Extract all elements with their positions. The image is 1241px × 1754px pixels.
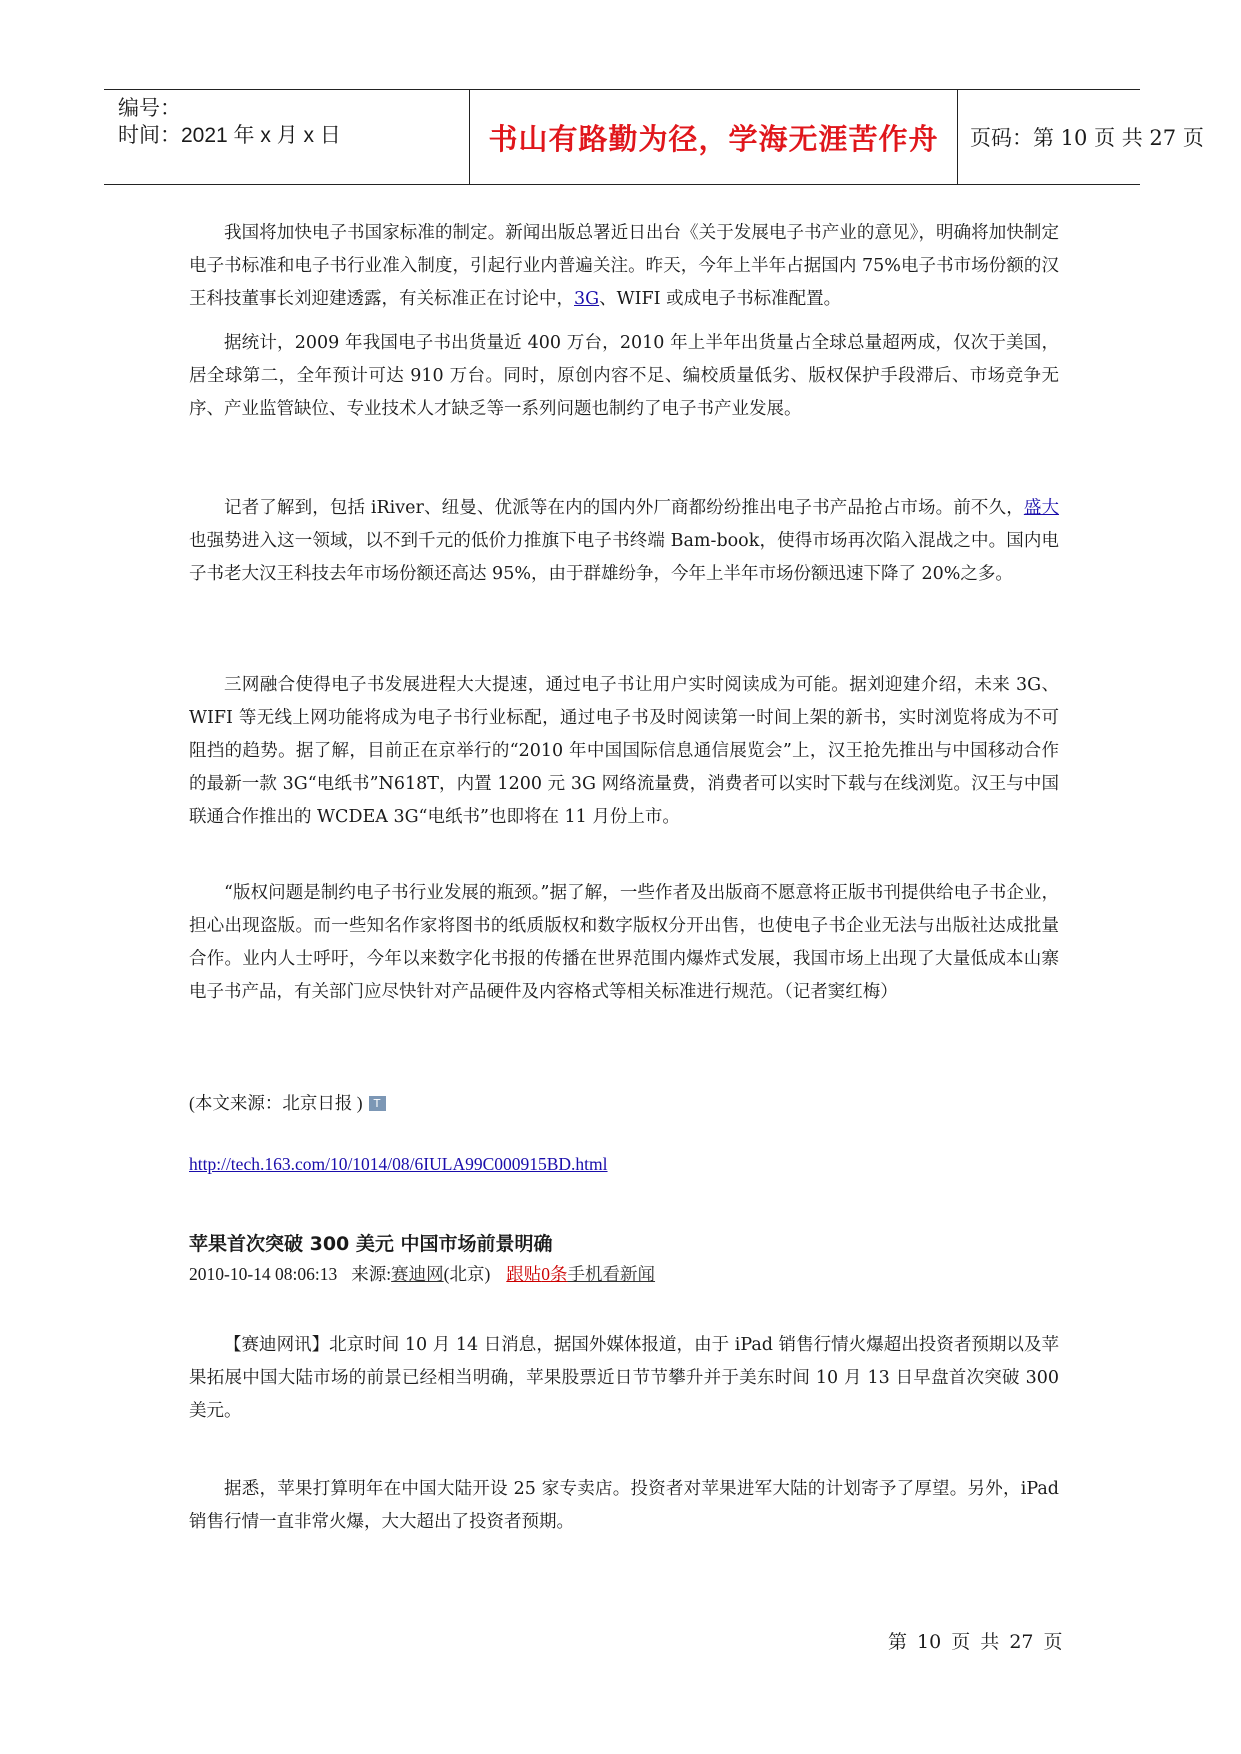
paragraph-text: 【赛迪网讯】北京时间 10 月 14 日消息，据国外媒体报道，由于 iPad 销售行情火爆超出投资者预期以及苹果拓展中国大陆市场的前景已经相当明确，苹果股票近日节节攀升并于美东时间 10 月 13 日早盘首次突破 300 美元。 <box>189 1335 1059 1421</box>
paragraph-text: 、WIFI 或成电子书标准配置。 <box>599 289 842 309</box>
header-left-cell <box>118 90 464 189</box>
source-label: 来源: <box>351 1264 392 1284</box>
page-footer: 第 10 页 共 27 页 <box>888 1631 1063 1653</box>
article1-paragraph-4 <box>189 669 1059 834</box>
article2-meta <box>189 1261 655 1286</box>
document-time-label: 时间：2021 年 x 月 x 日 <box>118 124 341 147</box>
paragraph-text: 三网融合使得电子书发展进程大大提速，通过电子书让用户实时阅读成为可能。据刘迎建介绍，未来 3G、WIFI 等无线上网功能将成为电子书行业标配，通过电子书及时阅读第一时间上架的新书，实时浏览将成为不可阻挡的趋势。据了解，目前正在京举行的“2010 年中国国际信息通信展览会”上，汉王抢先推出与中国移动合作的最新一款 3G“电纸书”N618T，内置 1200 元 3G 网络流量费，消费者可以实时下载与在线浏览。汉王与中国联通合作推出的 WCDEA 3G“电纸书”也即将在 11 月份上市。 <box>189 675 1059 827</box>
article1-paragraph-3 <box>189 492 1059 591</box>
link-3g[interactable]: 3G <box>574 289 600 309</box>
comments-count: 0 <box>541 1264 551 1284</box>
article2-title: 苹果首次突破 300 美元 中国市场前景明确 <box>189 1233 553 1255</box>
paragraph-text: 也强势进入这一领域，以不到千元的低价力推旗下电子书终端 Bam-book，使得市场再次陷入混战之中。国内电子书老大汉王科技去年市场份额还高达 95%，由于群雄纷争，今年上半年市场份额迅速下降了 20%之多。 <box>189 531 1059 584</box>
article2-paragraph-2 <box>189 1473 1059 1539</box>
article2-datetime: 2010-10-14 08:06:13 <box>189 1264 338 1284</box>
article-url-link[interactable]: http://tech.163.com/10/1014/08/6IULA99C000915BD.html <box>189 1154 608 1174</box>
text-format-icon[interactable]: T <box>369 1096 386 1111</box>
paragraph-text: “版权问题是制约电子书行业发展的瓶颈。”据了解，一些作者及出版商不愿意将正版书刊提供给电子书企业，担心出现盗版。而一些知名作家将图书的纸质版权和数字版权分开出售，也使电子书企业无法与出版社达成批量合作。业内人士呼吁，今年以来数字化书报的传播在世界范围内爆炸式发展，我国市场上出现了大量低成本山寨电子书产品，有关部门应尽快针对产品硬件及内容格式等相关标准进行规范。（记者窦红梅） <box>189 883 1059 1002</box>
article-source <box>189 1090 386 1115</box>
document-number-label: 编号： <box>118 97 181 120</box>
header-motto-cell <box>469 90 958 184</box>
article1-paragraph-1 <box>189 217 1059 316</box>
source-text: (本文来源：北京日报 ) <box>189 1093 363 1113</box>
header-page-label: 页码：第 10 页 共 27 页 <box>970 126 1204 150</box>
paragraph-text: 据悉，苹果打算明年在中国大陆开设 25 家专卖店。投资者对苹果进军大陆的计划寄予了厚望。另外，iPad 销售行情一直非常火爆，大大超出了投资者预期。 <box>189 1479 1059 1532</box>
header-page-cell <box>970 90 1204 184</box>
motto-text: 书山有路勤为径，学海无涯苦作舟 <box>488 121 939 156</box>
link-shanda[interactable]: 盛大 <box>1023 498 1060 518</box>
comments-link[interactable] <box>506 1264 567 1284</box>
article2-paragraph-1 <box>189 1329 1059 1428</box>
paragraph-text: 我国将加快电子书国家标准的制定。新闻出版总署近日出台《关于发展电子书产业的意见》，明确将加快制定电子书标准和电子书行业准入制度，引起行业内普遍关注。昨天，今年上半年占据国内 75%电子书市场份额的汉王科技董事长刘迎建透露，有关标准正在讨论中， <box>189 223 1059 309</box>
comments-label: 跟贴 <box>506 1264 542 1284</box>
article1-paragraph-2 <box>189 327 1059 426</box>
comments-unit: 条 <box>550 1264 568 1284</box>
article1-paragraph-5 <box>189 877 1059 1009</box>
source-location: (北京) <box>443 1264 491 1284</box>
page-header <box>104 89 1204 185</box>
paragraph-text: 据统计，2009 年我国电子书出货量近 400 万台，2010 年上半年出货量占全球总量超两成，仅次于美国，居全球第二，全年预计可达 910 万台。同时，原创内容不足、编校质量低劣、版权保护手段滞后、市场竞争无序、产业监管缺位、专业技术人才缺乏等一系列问题也制约了电子书产业发展。 <box>189 333 1059 419</box>
paragraph-text: 记者了解到，包括 iRiver、纽曼、优派等在内的国内外厂商都纷纷推出电子书产品抢占市场。前不久， <box>224 498 1024 518</box>
source-link[interactable]: 赛迪网 <box>391 1264 444 1284</box>
article-url <box>189 1154 608 1175</box>
mobile-news-link[interactable]: 手机看新闻 <box>567 1264 656 1284</box>
